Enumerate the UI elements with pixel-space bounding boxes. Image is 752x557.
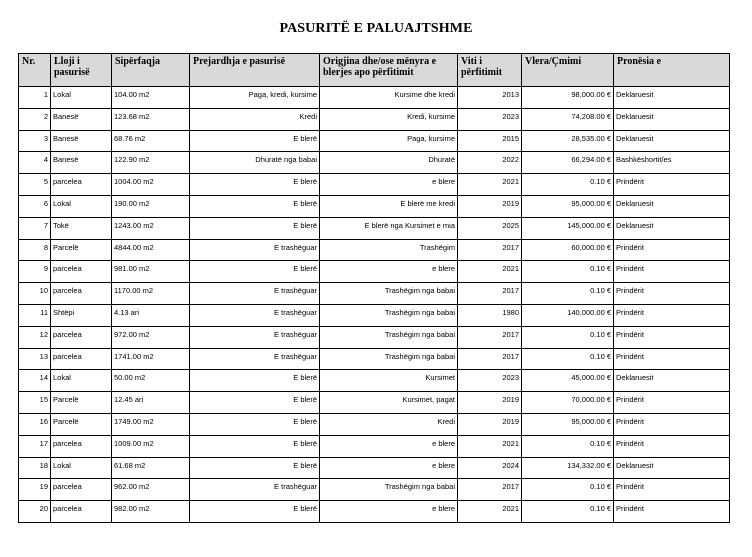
cell-origin: e blere xyxy=(320,261,458,283)
cell-year: 2017 xyxy=(458,283,522,305)
cell-owner: Prindërit xyxy=(614,326,730,348)
cell-year: 2017 xyxy=(458,479,522,501)
col-header-area: Sipërfaqja xyxy=(112,54,190,87)
cell-year: 2022 xyxy=(458,152,522,174)
table-row xyxy=(19,392,730,414)
cell-value: 95,000.00 € xyxy=(522,413,614,435)
table-row xyxy=(19,457,730,479)
cell-type: Lokal xyxy=(51,87,112,109)
col-header-year: Viti i përfitimit xyxy=(458,54,522,87)
cell-value: 66,294.00 € xyxy=(522,152,614,174)
cell-nr: 16 xyxy=(19,413,51,435)
cell-area: 1749.00 m2 xyxy=(112,413,190,435)
cell-origin: E blerë me kredi xyxy=(320,195,458,217)
cell-value: 145,000.00 € xyxy=(522,217,614,239)
table-header-row xyxy=(19,54,730,87)
cell-year: 2023 xyxy=(458,108,522,130)
cell-type: parcelea xyxy=(51,261,112,283)
table-row xyxy=(19,87,730,109)
cell-origin: Kredi xyxy=(320,413,458,435)
cell-type: Parcelë xyxy=(51,392,112,414)
cell-value: 74,208.00 € xyxy=(522,108,614,130)
cell-source: E blerë xyxy=(190,413,320,435)
col-header-nr: Nr. xyxy=(19,54,51,87)
cell-nr: 9 xyxy=(19,261,51,283)
cell-nr: 14 xyxy=(19,370,51,392)
cell-value: 140,000.00 € xyxy=(522,304,614,326)
cell-owner: Prindërit xyxy=(614,304,730,326)
cell-type: Lokal xyxy=(51,195,112,217)
cell-area: 1170.00 m2 xyxy=(112,283,190,305)
table-row xyxy=(19,108,730,130)
cell-source: E trashëguar xyxy=(190,348,320,370)
cell-origin: e blere xyxy=(320,457,458,479)
table-row xyxy=(19,152,730,174)
cell-source: E blerë xyxy=(190,457,320,479)
cell-owner: Deklaruesit xyxy=(614,195,730,217)
cell-owner: Prindërit xyxy=(614,392,730,414)
cell-type: parcelea xyxy=(51,501,112,523)
page-title: PASURITË E PALUAJTSHME xyxy=(279,21,473,36)
cell-owner: Deklaruesit xyxy=(614,108,730,130)
cell-type: parcelea xyxy=(51,479,112,501)
cell-value: 0.10 € xyxy=(522,174,614,196)
cell-area: 12.45 ari xyxy=(112,392,190,414)
cell-type: Banesë xyxy=(51,130,112,152)
table-row xyxy=(19,283,730,305)
cell-source: Paga, kredi, kursime xyxy=(190,87,320,109)
cell-area: 4.13 ari xyxy=(112,304,190,326)
cell-area: 104.00 m2 xyxy=(112,87,190,109)
cell-owner: Prindërit xyxy=(614,479,730,501)
table-row xyxy=(19,261,730,283)
cell-type: Banesë xyxy=(51,108,112,130)
cell-owner: Prindërit xyxy=(614,435,730,457)
cell-owner: Prindërit xyxy=(614,239,730,261)
cell-type: parcelea xyxy=(51,435,112,457)
cell-origin: Trashëgim nga babai xyxy=(320,348,458,370)
cell-origin: Trashëgim nga babai xyxy=(320,479,458,501)
cell-value: 0.10 € xyxy=(522,435,614,457)
cell-nr: 17 xyxy=(19,435,51,457)
cell-origin: Trashëgim nga babai xyxy=(320,283,458,305)
cell-year: 2021 xyxy=(458,435,522,457)
cell-value: 134,332.00 € xyxy=(522,457,614,479)
cell-value: 0.10 € xyxy=(522,348,614,370)
cell-nr: 3 xyxy=(19,130,51,152)
cell-value: 60,000.00 € xyxy=(522,239,614,261)
cell-value: 95,000.00 € xyxy=(522,195,614,217)
cell-nr: 5 xyxy=(19,174,51,196)
cell-source: Kredi xyxy=(190,108,320,130)
cell-type: Banesë xyxy=(51,152,112,174)
cell-year: 2025 xyxy=(458,217,522,239)
cell-type: parcelea xyxy=(51,348,112,370)
cell-origin: Trashëgim nga babai xyxy=(320,326,458,348)
cell-origin: Trashëgim nga babai xyxy=(320,304,458,326)
cell-type: parcelea xyxy=(51,326,112,348)
table-row xyxy=(19,370,730,392)
cell-owner: Prindërit xyxy=(614,283,730,305)
cell-nr: 20 xyxy=(19,501,51,523)
table-row xyxy=(19,413,730,435)
col-header-owner: Pronësia e xyxy=(614,54,730,87)
cell-year: 2021 xyxy=(458,261,522,283)
cell-area: 50.00 m2 xyxy=(112,370,190,392)
cell-year: 2021 xyxy=(458,174,522,196)
cell-origin: Kursimet, pagat xyxy=(320,392,458,414)
cell-year: 2015 xyxy=(458,130,522,152)
cell-origin: Kursimet xyxy=(320,370,458,392)
cell-nr: 18 xyxy=(19,457,51,479)
table-row xyxy=(19,239,730,261)
cell-nr: 11 xyxy=(19,304,51,326)
cell-nr: 19 xyxy=(19,479,51,501)
cell-value: 0.10 € xyxy=(522,501,614,523)
cell-owner: Deklaruesit xyxy=(614,370,730,392)
cell-origin: e blere xyxy=(320,435,458,457)
cell-year: 2013 xyxy=(458,87,522,109)
cell-year: 2024 xyxy=(458,457,522,479)
cell-owner: Prindërit xyxy=(614,413,730,435)
cell-owner: Deklaruesit xyxy=(614,217,730,239)
cell-area: 190.00 m2 xyxy=(112,195,190,217)
col-header-origin: Origjina dhe/ose mënyra e blerjes apo përfitimit xyxy=(320,54,458,87)
cell-source: E blerë xyxy=(190,130,320,152)
cell-area: 4844.00 m2 xyxy=(112,239,190,261)
cell-source: E trashëguar xyxy=(190,239,320,261)
cell-area: 61.68 m2 xyxy=(112,457,190,479)
cell-year: 2017 xyxy=(458,348,522,370)
cell-origin: e blere xyxy=(320,174,458,196)
cell-source: E blerë xyxy=(190,435,320,457)
cell-nr: 15 xyxy=(19,392,51,414)
cell-value: 0.10 € xyxy=(522,479,614,501)
cell-nr: 2 xyxy=(19,108,51,130)
cell-area: 123.68 m2 xyxy=(112,108,190,130)
cell-source: E blerë xyxy=(190,217,320,239)
cell-area: 68.76 m2 xyxy=(112,130,190,152)
cell-nr: 6 xyxy=(19,195,51,217)
cell-value: 0.10 € xyxy=(522,283,614,305)
cell-origin: Kursime dhe kredi xyxy=(320,87,458,109)
table-row xyxy=(19,479,730,501)
cell-area: 981.00 m2 xyxy=(112,261,190,283)
cell-value: 0.10 € xyxy=(522,261,614,283)
cell-owner: Deklaruesit xyxy=(614,130,730,152)
cell-area: 1004.00 m2 xyxy=(112,174,190,196)
cell-origin: Trashëgim xyxy=(320,239,458,261)
cell-source: E trashëguar xyxy=(190,479,320,501)
cell-type: Parcelë xyxy=(51,239,112,261)
cell-origin: Dhuratë xyxy=(320,152,458,174)
cell-year: 2017 xyxy=(458,239,522,261)
cell-owner: Prindërit xyxy=(614,174,730,196)
cell-area: 1741.00 m2 xyxy=(112,348,190,370)
col-header-source: Prejardhja e pasurisë xyxy=(190,54,320,87)
table-row xyxy=(19,195,730,217)
table-row xyxy=(19,304,730,326)
cell-area: 982.00 m2 xyxy=(112,501,190,523)
cell-nr: 1 xyxy=(19,87,51,109)
cell-nr: 13 xyxy=(19,348,51,370)
cell-nr: 10 xyxy=(19,283,51,305)
cell-area: 962.00 m2 xyxy=(112,479,190,501)
cell-year: 2019 xyxy=(458,413,522,435)
col-header-value: Vlera/Çmimi xyxy=(522,54,614,87)
col-header-type: Lloji i pasurisë xyxy=(51,54,112,87)
cell-value: 28,535.00 € xyxy=(522,130,614,152)
cell-source: E blerë xyxy=(190,392,320,414)
table-row xyxy=(19,326,730,348)
cell-owner: Prindërit xyxy=(614,348,730,370)
cell-type: Shtëpi xyxy=(51,304,112,326)
cell-value: 70,000.00 € xyxy=(522,392,614,414)
cell-nr: 4 xyxy=(19,152,51,174)
cell-owner: Deklaruesit xyxy=(614,457,730,479)
cell-type: Lokal xyxy=(51,457,112,479)
cell-origin: Kredi, kursime xyxy=(320,108,458,130)
cell-source: E trashëguar xyxy=(190,304,320,326)
cell-year: 2023 xyxy=(458,370,522,392)
cell-owner: Bashkëshortit/es xyxy=(614,152,730,174)
cell-area: 1243.00 m2 xyxy=(112,217,190,239)
cell-year: 2021 xyxy=(458,501,522,523)
table-row xyxy=(19,501,730,523)
cell-value: 45,000.00 € xyxy=(522,370,614,392)
cell-year: 2017 xyxy=(458,326,522,348)
cell-source: E blerë xyxy=(190,174,320,196)
cell-year: 2019 xyxy=(458,195,522,217)
cell-area: 1009.00 m2 xyxy=(112,435,190,457)
table-row xyxy=(19,174,730,196)
cell-source: E blerë xyxy=(190,370,320,392)
cell-source: E trashëguar xyxy=(190,326,320,348)
cell-owner: Deklaruesit xyxy=(614,87,730,109)
cell-source: Dhuratë nga babai xyxy=(190,152,320,174)
cell-source: E blerë xyxy=(190,261,320,283)
cell-origin: Paga, kursime xyxy=(320,130,458,152)
cell-type: parcelea xyxy=(51,174,112,196)
cell-value: 98,000.00 € xyxy=(522,87,614,109)
cell-type: parcelea xyxy=(51,283,112,305)
cell-origin: E blerë nga Kursimet e mia xyxy=(320,217,458,239)
cell-area: 972.00 m2 xyxy=(112,326,190,348)
cell-type: Parcelë xyxy=(51,413,112,435)
table-row xyxy=(19,435,730,457)
cell-year: 2019 xyxy=(458,392,522,414)
cell-owner: Prindërit xyxy=(614,261,730,283)
cell-value: 0.10 € xyxy=(522,326,614,348)
assets-table xyxy=(18,53,730,523)
table-row xyxy=(19,348,730,370)
table-row xyxy=(19,130,730,152)
cell-type: Tokë xyxy=(51,217,112,239)
cell-nr: 7 xyxy=(19,217,51,239)
cell-year: 1980 xyxy=(458,304,522,326)
table-row xyxy=(19,217,730,239)
cell-area: 122.90 m2 xyxy=(112,152,190,174)
cell-origin: e blere xyxy=(320,501,458,523)
cell-source: E blerë xyxy=(190,501,320,523)
cell-nr: 8 xyxy=(19,239,51,261)
cell-type: Lokal xyxy=(51,370,112,392)
cell-source: E blerë xyxy=(190,195,320,217)
cell-owner: Prindërit xyxy=(614,501,730,523)
cell-nr: 12 xyxy=(19,326,51,348)
cell-source: E trashëguar xyxy=(190,283,320,305)
